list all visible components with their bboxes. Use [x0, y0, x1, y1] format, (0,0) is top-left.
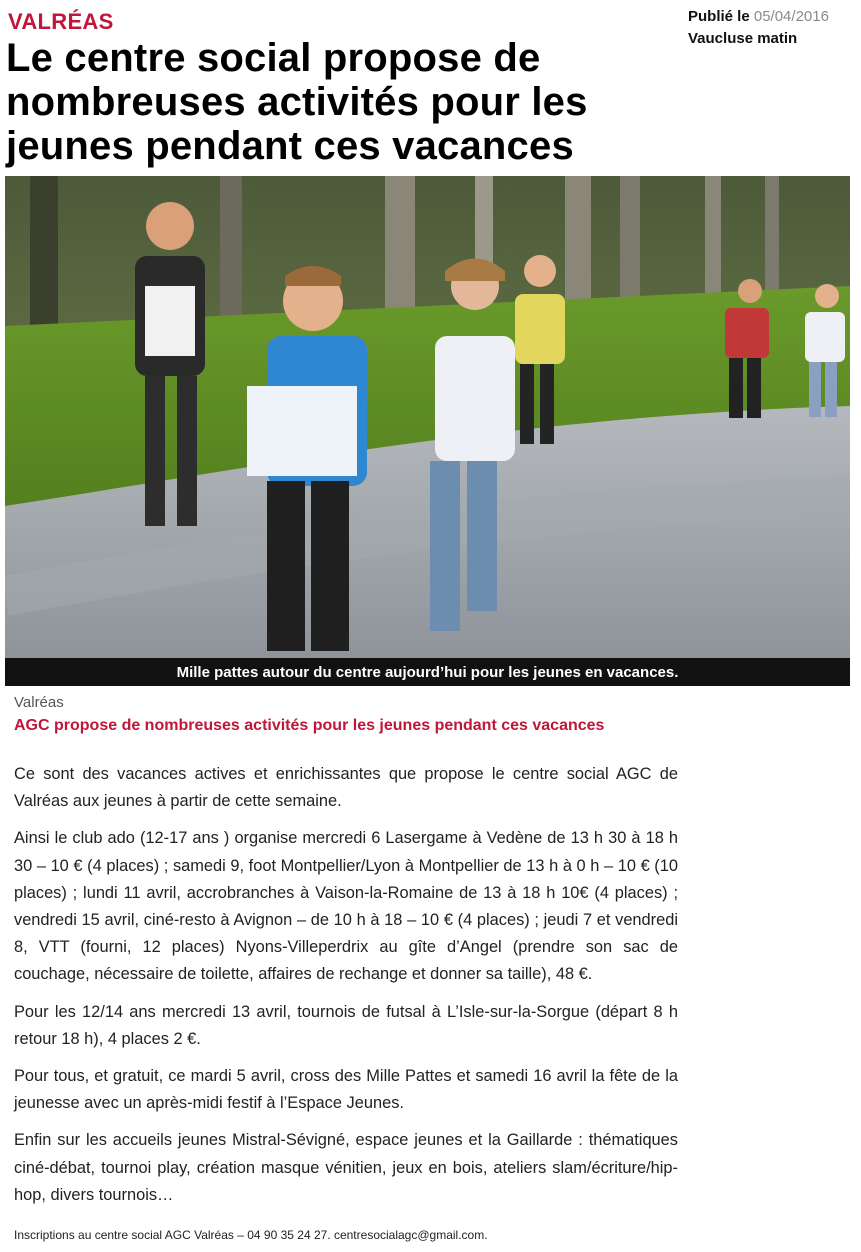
- photo-illustration: [5, 176, 850, 658]
- publication-source: Vaucluse matin: [688, 30, 798, 47]
- article-body: [14, 761, 678, 1219]
- paragraph: Pour tous, et gratuit, ce mardi 5 avril, cross des Mille Pattes et samedi 16 avril la fête de la jeunesse avec un après-midi festif à l’Espace Jeunes.: [14, 1067, 678, 1113]
- article-headline: Le centre social propose de nombreuses activités pour les jeunes pendant ces vacances: [6, 36, 588, 168]
- published-date: 05/04/2016: [753, 8, 829, 25]
- photo-caption-bar: [5, 658, 850, 686]
- article-city: Valréas: [14, 694, 64, 711]
- paragraph: Pour les 12/14 ans mercredi 13 avril, tournois de futsal à L’Isle-sur-la-Sorgue (départ 8 h retour 18 h), 4 places 2 €.: [14, 1002, 678, 1048]
- section-label: VALRÉAS: [8, 9, 114, 34]
- photo-caption: Mille pattes autour du centre aujourd’hui pour les jeunes en vacances.: [176, 663, 679, 681]
- paragraph: Ce sont des vacances actives et enrichissantes que propose le centre social AGC de Valréas aux jeunes à partir de cette semaine.: [14, 765, 678, 811]
- article-lead-title: AGC propose de nombreuses activités pour les jeunes pendant ces vacances: [14, 717, 605, 734]
- registration-info: Inscriptions au centre social AGC Valréas – 04 90 35 24 27. centresocialagc@gmail.com.: [14, 1228, 488, 1242]
- paragraph: Enfin sur les accueils jeunes Mistral-Sévigné, espace jeunes et la Gaillarde : thématiques ciné-débat, tournoi play, création masque vénitien, jeux en bois, ateliers slam/écriture/hip-hop, divers tournois…: [14, 1131, 678, 1204]
- article-photo: [5, 176, 850, 658]
- paragraph: Ainsi le club ado (12-17 ans ) organise mercredi 6 Lasergame à Vedène de 13 h 30 à 18 h 30 – 10 € (4 places) ; samedi 9, foot Montpellier/Lyon à Montpellier de 13 h à 0 h – 10 € (10 places) ; lundi 11 avril, accrobranches à Vaison-la-Romaine de 13 à 18 h 10€ (4 places) ; vendredi 15 avril, ciné-resto à Avignon – de 10 h à 18 – 10 € (4 places) ; jeudi 7 et vendredi 8, VTT (fourni, 12 places) Nyons-Villeperdrix au gîte d’Angel (prendre son sac de couchage, nécessaire de toilette, affaires de rechange et donner sa taille), 48 €.: [14, 829, 678, 984]
- published-label: Publié le: [688, 8, 750, 25]
